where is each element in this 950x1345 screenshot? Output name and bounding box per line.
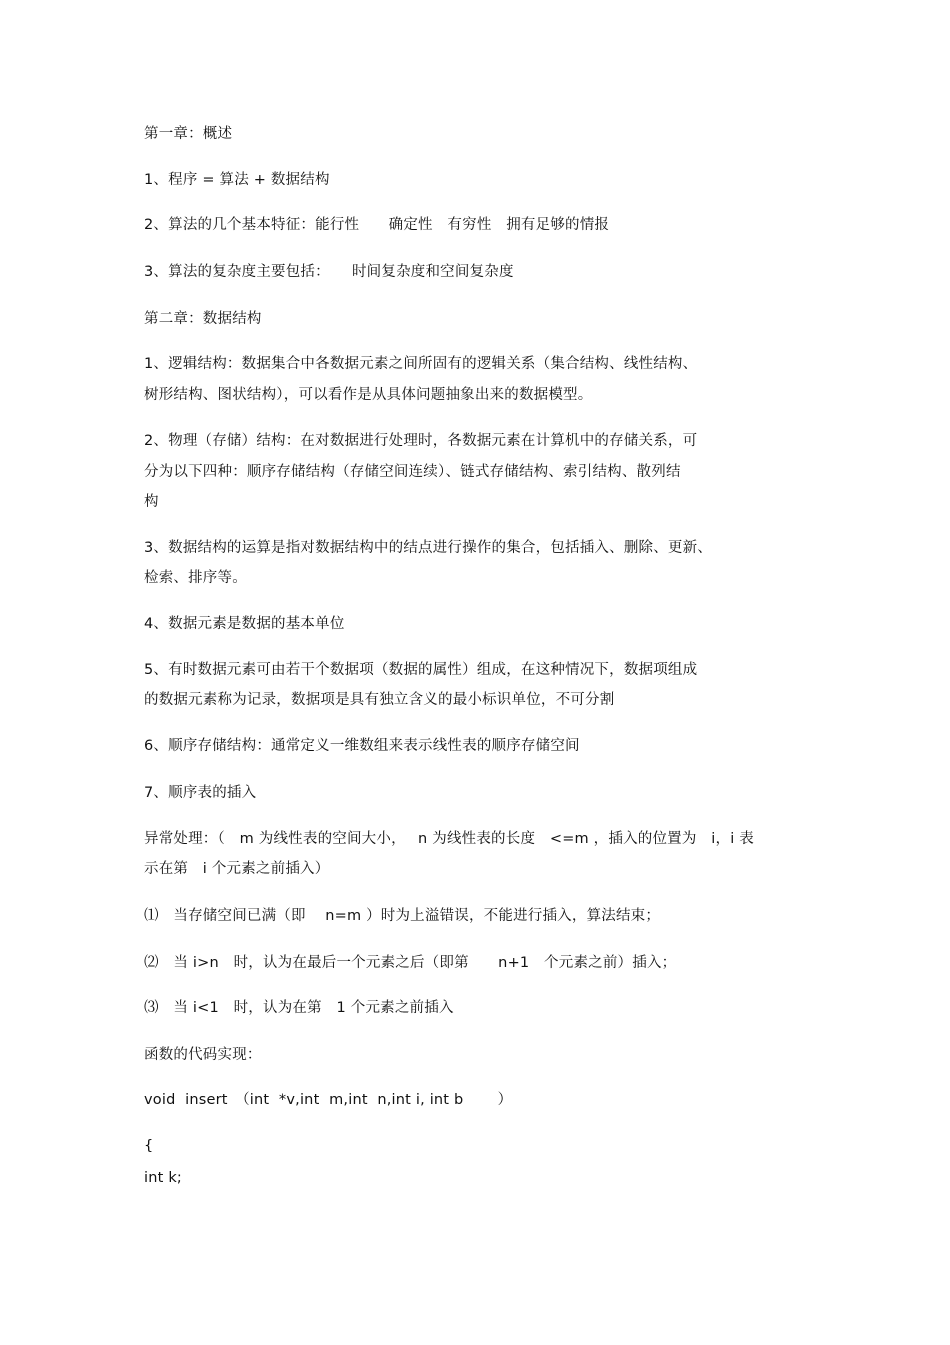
exception-handling-line-2: 示在第 i 个元素之前插入） bbox=[144, 861, 330, 877]
condition-3: ⑶ 当 i<1 时，认为在第 1 个元素之前插入 bbox=[144, 1000, 454, 1016]
code-line-2: { bbox=[144, 1138, 154, 1154]
code-intro: 函数的代码实现： bbox=[144, 1047, 262, 1063]
chapter2-title: 第二章：数据结构 bbox=[144, 311, 262, 327]
condition-2: ⑵ 当 i>n 时，认为在最后一个元素之后（即第 n+1 个元素之前）插入； bbox=[144, 955, 677, 971]
exception-handling-line-1: 异常处理：（ m 为线性表的空间大小， n 为线性表的长度 <=m ，插入的位置为 i，i 表 bbox=[144, 831, 754, 847]
chapter2-item-2-line-1: 2、物理（存储）结构：在对数据进行处理时，各数据元素在计算机中的存储关系，可 bbox=[144, 433, 698, 449]
chapter2-item-3-line-1: 3、数据结构的运算是指对数据结构中的结点进行操作的集合，包括插入、删除、更新、 bbox=[144, 540, 713, 556]
chapter2-item-1-line-1: 1、逻辑结构：数据集合中各数据元素之间所固有的逻辑关系（集合结构、线性结构、 bbox=[144, 356, 698, 372]
chapter2-item-2-line-3: 构 bbox=[144, 494, 159, 510]
chapter2-item-2-line-2: 分为以下四种：顺序存储结构（存储空间连续）、链式存储结构、索引结构、散列结 bbox=[144, 464, 681, 480]
condition-1: ⑴ 当存储空间已满（即 n=m ）时为上溢错误，不能进行插入，算法结束； bbox=[144, 908, 661, 924]
chapter2-item-6: 6、顺序存储结构：通常定义一维数组来表示线性表的顺序存储空间 bbox=[144, 738, 580, 754]
chapter2-item-3-line-2: 检索、排序等。 bbox=[144, 570, 247, 586]
chapter2-item-5-line-2: 的数据元素称为记录，数据项是具有独立含义的最小标识单位，不可分割 bbox=[144, 692, 615, 708]
chapter2-item-5-line-1: 5、有时数据元素可由若干个数据项（数据的属性）组成，在这种情况下，数据项组成 bbox=[144, 662, 698, 678]
chapter1-item-2: 2、算法的几个基本特征：能行性 确定性 有穷性 拥有足够的情报 bbox=[144, 217, 610, 233]
chapter1-item-1: 1、程序 = 算法 + 数据结构 bbox=[144, 172, 330, 188]
code-line-1: void insert （int *v,int m,int n,int i, int b ） bbox=[144, 1092, 513, 1108]
chapter2-item-4: 4、数据元素是数据的基本单位 bbox=[144, 616, 345, 632]
chapter1-item-3: 3、算法的复杂度主要包括： 时间复杂度和空间复杂度 bbox=[144, 264, 514, 280]
chapter1-title: 第一章：概述 bbox=[144, 126, 233, 142]
chapter2-item-7: 7、顺序表的插入 bbox=[144, 785, 257, 801]
code-line-3: int k; bbox=[144, 1170, 182, 1186]
chapter2-item-1-line-2: 树形结构、图状结构），可以看作是从具体问题抽象出来的数据模型。 bbox=[144, 387, 593, 403]
